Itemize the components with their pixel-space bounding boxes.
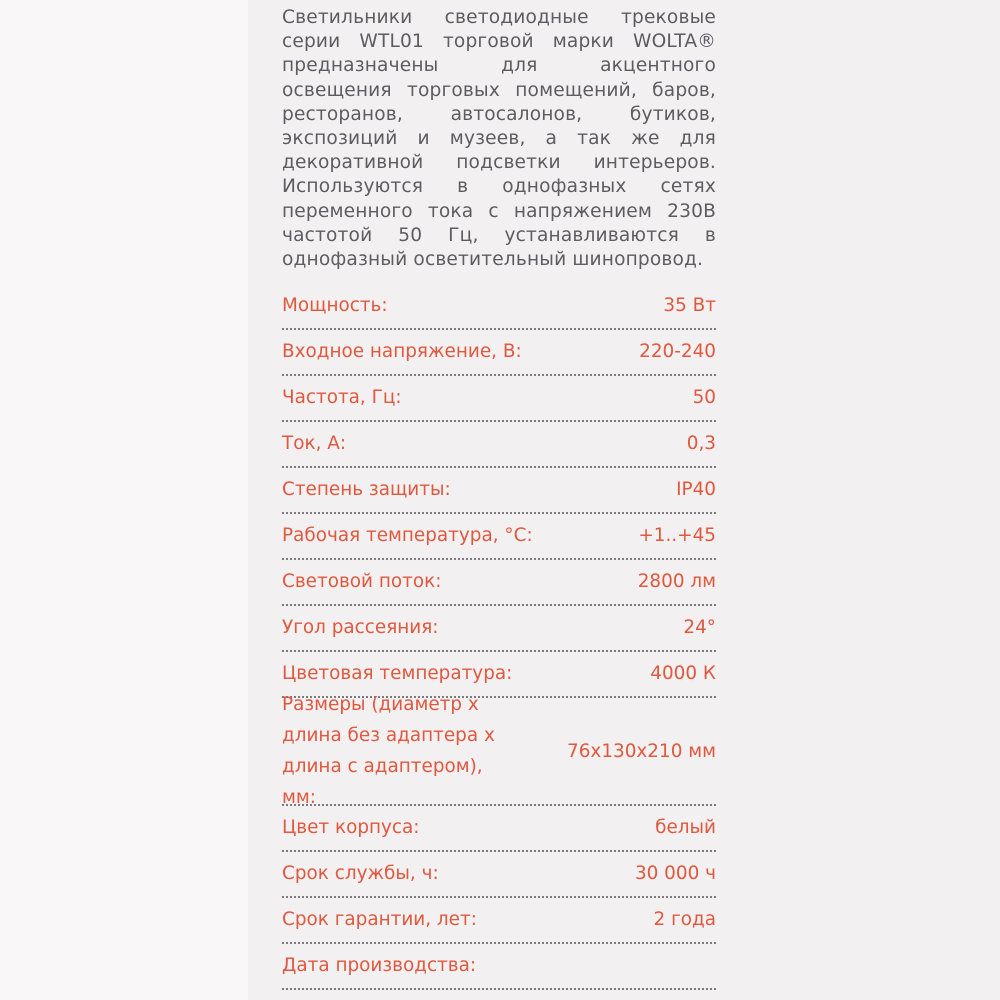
dotted-divider <box>282 420 716 422</box>
spec-label: Срок службы, ч: <box>282 862 439 884</box>
spec-label: Степень защиты: <box>282 478 451 500</box>
dotted-divider <box>282 328 716 330</box>
spec-row-luminous-flux <box>282 566 716 596</box>
spec-row-beam-angle <box>282 612 716 642</box>
spec-value: 2 года <box>653 908 716 930</box>
spec-row-operating-temp <box>282 520 716 550</box>
spec-label: Входное напряжение, В: <box>282 340 522 362</box>
spec-value: +1..+45 <box>638 524 716 546</box>
spec-row-power <box>282 290 716 320</box>
spec-row-production-date <box>282 950 716 980</box>
dotted-divider <box>282 650 716 652</box>
spec-value: 24° <box>683 616 716 638</box>
spec-row-body-color <box>282 812 716 842</box>
dotted-divider <box>282 512 716 514</box>
spec-row-protection <box>282 474 716 504</box>
left-margin-band <box>0 0 248 1000</box>
spec-value: 50 <box>692 386 716 408</box>
spec-row-color-temp <box>282 658 716 688</box>
dotted-divider <box>282 942 716 944</box>
spec-label: Цвет корпуса: <box>282 816 420 838</box>
dotted-divider <box>282 896 716 898</box>
spec-label: Ток, А: <box>282 432 347 454</box>
dotted-divider <box>282 466 716 468</box>
dotted-divider <box>282 804 716 806</box>
spec-row-service-life <box>282 858 716 888</box>
spec-value: белый <box>655 816 716 838</box>
spec-value: 220-240 <box>639 340 716 362</box>
spec-label: Срок гарантии, лет: <box>282 908 477 930</box>
spec-value: 30 000 ч <box>634 862 716 884</box>
spec-label: Дата производства: <box>282 954 477 976</box>
spec-value: 76x130x210 мм <box>567 740 716 762</box>
specifications-table <box>282 0 718 1000</box>
spec-value: IP40 <box>676 478 716 500</box>
spec-label: Частота, Гц: <box>282 386 402 408</box>
spec-row-dimensions <box>282 694 716 808</box>
spec-value: 2800 лм <box>637 570 716 592</box>
spec-value: 35 Вт <box>663 294 716 316</box>
spec-row-current <box>282 428 716 458</box>
spec-row-frequency <box>282 382 716 412</box>
spec-value: 0,3 <box>686 432 716 454</box>
spec-label: Цветовая температура: <box>282 662 513 684</box>
spec-row-warranty <box>282 904 716 934</box>
spec-label: Световой поток: <box>282 570 442 592</box>
dotted-divider <box>282 988 716 990</box>
dotted-divider <box>282 850 716 852</box>
spec-label: Мощность: <box>282 294 388 316</box>
dotted-divider <box>282 374 716 376</box>
spec-value: 4000 К <box>650 662 716 684</box>
spec-row-voltage <box>282 336 716 366</box>
dotted-divider <box>282 604 716 606</box>
spec-label: Рабочая температура, °С: <box>282 524 533 546</box>
spec-label: Размеры (диаметр х длина без адаптера х длина с адаптером), мм: <box>282 694 495 808</box>
spec-label: Угол рассеяния: <box>282 616 439 638</box>
dotted-divider <box>282 558 716 560</box>
description-text: Светильники светодиодные трековые серии WTL01 торговой марки WOLTA® предназначены для акцентного освещения торговых помещений, баров, ресторанов, автосалонов, бутиков, экспозиций и музеев, а так же для декоративной подсветки интерьеров. Используются в однофазных сетях переменного тока с напряжением 230В частотой 50 Гц, устанавливаются в однофазный осветительный шинопровод. <box>282 7 716 271</box>
